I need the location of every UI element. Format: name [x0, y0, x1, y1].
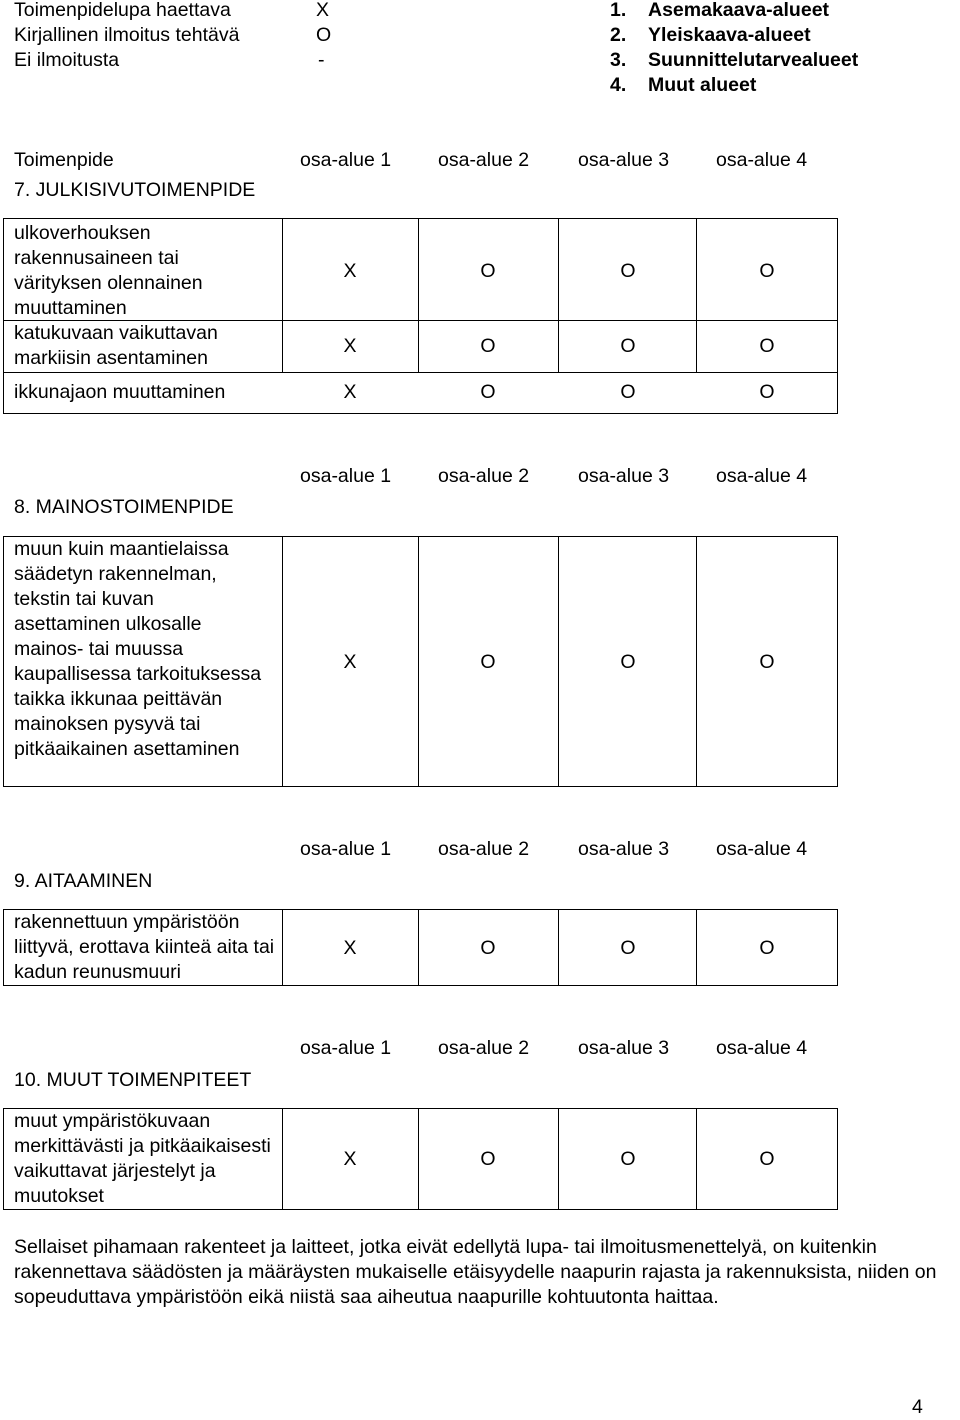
area-num-3: 3. — [610, 49, 627, 71]
permit-mark: O — [759, 651, 775, 673]
section-title-9: 9. AITAAMINEN — [14, 870, 153, 892]
footnote-paragraph: Sellaiset pihamaan rakenteet ja laitteet, jotka eivät edellytä lupa- tai ilmoitusmenettelyä, on kuitenkin rakennettava säädösten ja määräysten mukaiselle etäisyydelle naapurin rajasta ja rakennuksista, niiden on sopeuduttava ympäristöön eikä niistä saa aiheutua naapurille kohtuutonta haittaa. — [14, 1236, 937, 1308]
permit-mark: O — [480, 381, 496, 403]
permit-mark: O — [480, 1148, 496, 1170]
permit-mark: O — [759, 937, 775, 959]
permit-mark: O — [480, 651, 496, 673]
permit-mark: X — [343, 1148, 357, 1170]
column-header-area-3: osa-alue 3 — [578, 149, 670, 171]
column-header-area-2: osa-alue 2 — [438, 149, 530, 171]
legend-label-permit: Toimenpidelupa haettava — [14, 0, 231, 21]
column-header-action: Toimenpide — [14, 149, 114, 171]
area-num-2: 2. — [610, 24, 627, 46]
permit-mark: X — [343, 937, 357, 959]
legend-label-notice: Kirjallinen ilmoitus tehtävä — [14, 24, 240, 46]
column-header-area-1: osa-alue 1 — [300, 1037, 392, 1059]
permit-mark: X — [343, 335, 357, 357]
table-row-label: ulkoverhouksen rakennusaineen tai värityksen olennainen muuttaminen — [14, 222, 203, 319]
column-header-area-1: osa-alue 1 — [300, 149, 392, 171]
area-label-4: Muut alueet — [648, 74, 757, 96]
area-num-1: 1. — [610, 0, 627, 21]
column-header-area-4: osa-alue 4 — [716, 149, 808, 171]
permit-mark: O — [480, 335, 496, 357]
legend-label-none: Ei ilmoitusta — [14, 49, 120, 71]
column-header-area-1: osa-alue 1 — [300, 465, 392, 487]
section-title-7: 7. JULKISIVUTOIMENPIDE — [14, 179, 256, 201]
page-number: 4 — [912, 1396, 923, 1418]
permit-mark: O — [620, 937, 636, 959]
permit-mark: O — [480, 260, 496, 282]
table-row-label: katukuvaan vaikuttavan markiisin asentaminen — [14, 322, 218, 369]
section-title-8: 8. MAINOSTOIMENPIDE — [14, 496, 234, 518]
permit-mark: O — [759, 381, 775, 403]
legend-mark-permit: X — [316, 0, 330, 21]
table-row-label: muut ympäristökuvaan merkittävästi ja pitkäaikaisesti vaikuttavat järjestelyt ja muutokset — [14, 1110, 271, 1207]
permit-mark: O — [620, 260, 636, 282]
table-row-label: rakennettuun ympäristöön liittyvä, erottava kiinteä aita tai kadun reunusmuuri — [14, 911, 275, 983]
permit-mark: O — [620, 1148, 636, 1170]
column-header-area-4: osa-alue 4 — [716, 465, 808, 487]
area-label-1: Asemakaava-alueet — [648, 0, 830, 21]
column-header-area-2: osa-alue 2 — [438, 1037, 530, 1059]
table-row-label: ikkunajaon muuttaminen — [14, 381, 226, 403]
permit-mark: O — [759, 335, 775, 357]
column-header-area-3: osa-alue 3 — [578, 1037, 670, 1059]
column-header-area-2: osa-alue 2 — [438, 465, 530, 487]
column-header-area-1: osa-alue 1 — [300, 838, 392, 860]
permit-mark: X — [343, 651, 357, 673]
permit-mark: X — [343, 260, 357, 282]
section-title-10: 10. MUUT TOIMENPITEET — [14, 1069, 252, 1091]
permit-mark: O — [759, 1148, 775, 1170]
permit-mark: O — [620, 651, 636, 673]
permit-mark: X — [343, 381, 357, 403]
area-num-4: 4. — [610, 74, 627, 96]
column-header-area-3: osa-alue 3 — [578, 838, 670, 860]
permit-mark: O — [759, 260, 775, 282]
legend-mark-none: - — [318, 49, 325, 71]
table-row-label: muun kuin maantielaissa säädetyn rakennelman, tekstin tai kuvan asettaminen ulkosalle mainos- tai muussa kaupallisessa tarkoituksessa taikka ikkunaa peittävän mainoksen pysyvä tai pitkäaikainen asettaminen — [14, 538, 262, 760]
column-header-area-4: osa-alue 4 — [716, 838, 808, 860]
permit-mark: O — [480, 937, 496, 959]
permit-mark: O — [620, 335, 636, 357]
area-label-2: Yleiskaava-alueet — [648, 24, 811, 46]
column-header-area-2: osa-alue 2 — [438, 838, 530, 860]
legend-mark-notice: O — [316, 24, 332, 46]
column-header-area-3: osa-alue 3 — [578, 465, 670, 487]
column-header-area-4: osa-alue 4 — [716, 1037, 808, 1059]
permit-mark: O — [620, 381, 636, 403]
area-label-3: Suunnittelutarvealueet — [648, 49, 859, 71]
